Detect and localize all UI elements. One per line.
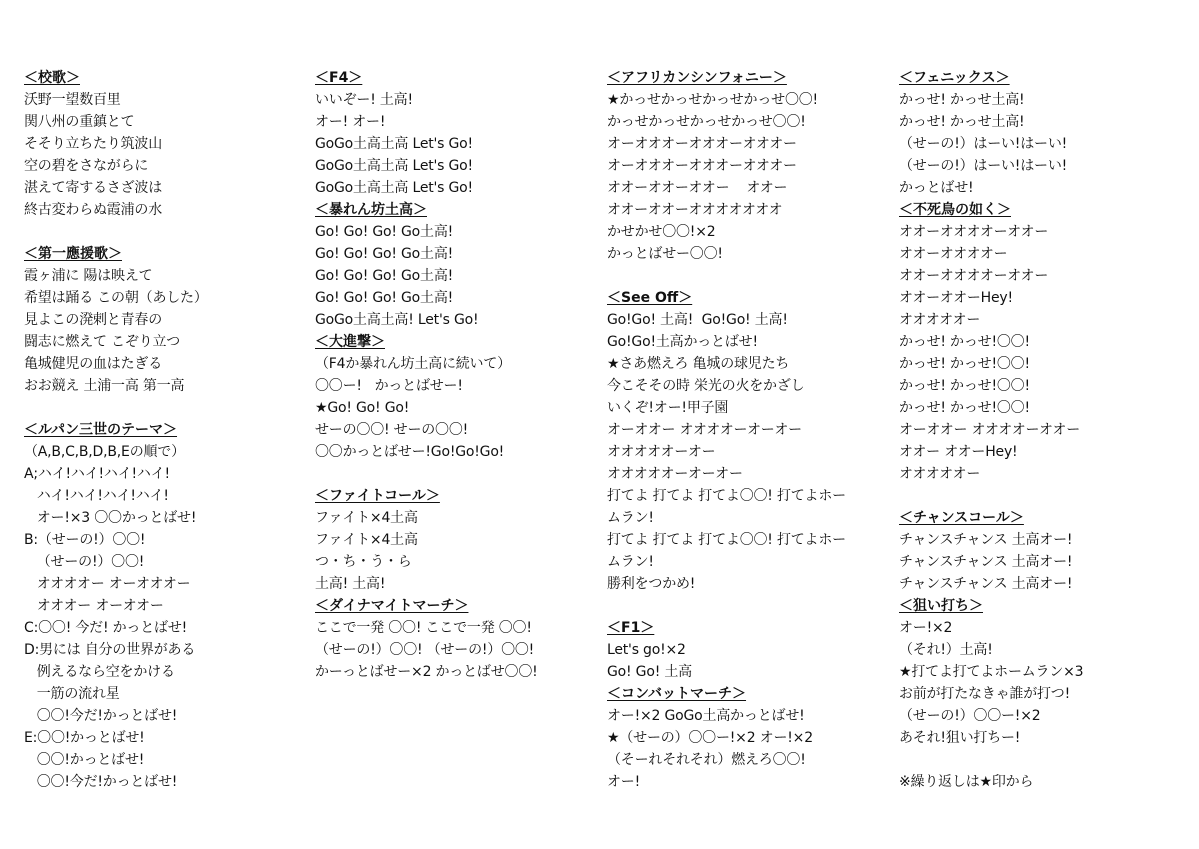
lyric-line: せーの〇〇! せーの〇〇!: [315, 422, 469, 438]
lyric-line: GoGo土高土高! Let's Go!: [315, 312, 479, 328]
lyric-line: 〇〇かっとばせー!Go!Go!Go!: [315, 444, 505, 460]
lyric-line: （せーの!）〇〇! （せーの!）〇〇!: [315, 642, 535, 658]
song-section: [315, 67, 600, 199]
lyric-line: いいぞー! 土高!: [315, 92, 413, 108]
lyrics-column-3: [607, 67, 892, 793]
lyric-line: ★打てよ打てよホームラン×3: [899, 664, 1084, 680]
lyric-line: Let's go!×2: [607, 642, 686, 658]
lyric-line: かっせ! かっせ!〇〇!: [899, 334, 1030, 350]
lyric-line: かっせ! かっせ土高!: [899, 114, 1025, 130]
lyric-line: 今こそその時 栄光の火をかざし: [607, 378, 805, 394]
lyric-line: 〇〇!今だ!かっとばせ!: [24, 708, 178, 724]
lyric-line: 空の碧をさながらに: [24, 158, 149, 174]
lyric-line: （せーの!）〇〇ー!×2: [899, 708, 1041, 724]
lyric-line: （F4か暴れん坊土高に続いて）: [315, 356, 511, 372]
lyric-line: いくぞ!オー!甲子園: [607, 400, 729, 416]
lyric-line: A;ハイ!ハイ!ハイ!ハイ!: [24, 466, 170, 482]
lyric-line: Go! Go! Go! Go土高!: [315, 290, 454, 306]
lyric-line: D:男には 自分の世界がある: [24, 642, 196, 658]
lyric-line: 沃野一望数百里: [24, 92, 121, 108]
lyric-line: 湛えて寄するさざ波は: [24, 180, 162, 196]
song-title: ＜ファイトコール＞: [315, 488, 440, 504]
lyric-line: おお競え 土浦一高 第一高: [24, 378, 185, 394]
lyric-line: ★Go! Go! Go!: [315, 400, 410, 416]
lyric-line: 〇〇!かっとばせ!: [24, 752, 145, 768]
lyric-line: 土高! 土高!: [315, 576, 386, 592]
lyric-line: 希望は踊る この朝（あした）: [24, 290, 208, 306]
song-section: [24, 243, 309, 419]
lyric-line: （A,B,C,B,D,B,Eの順で）: [24, 444, 185, 460]
lyric-line: 〇〇!今だ!かっとばせ!: [24, 774, 178, 790]
lyric-line: かっせかっせかっせかっせ〇〇!: [607, 114, 806, 130]
song-section: [899, 595, 1184, 793]
lyric-line: 一筋の流れ星: [24, 686, 120, 702]
lyric-line: ★さあ燃えろ 亀城の球児たち: [607, 356, 790, 372]
section-spacer: [607, 595, 892, 617]
song-title: ＜狙い打ち＞: [899, 598, 983, 614]
section-spacer: [899, 485, 1184, 507]
song-section: [899, 67, 1184, 199]
song-section: [24, 419, 309, 793]
lyric-line: GoGo土高土高 Let's Go!: [315, 180, 473, 196]
song-section: [607, 287, 892, 617]
lyric-line: （せーの!）はーい!はーい!: [899, 158, 1068, 174]
lyric-line: オオオオオー: [899, 312, 981, 328]
lyric-line: オオーオオーオオー オオー: [607, 180, 788, 196]
lyric-line: かっとばせー〇〇!: [607, 246, 723, 262]
lyric-line: B:（せーの!）〇〇!: [24, 532, 146, 548]
song-title: ＜大進撃＞: [315, 334, 385, 350]
lyric-line: オオオー オーオオー: [24, 598, 164, 614]
lyric-line: 打てよ 打てよ 打てよ〇〇! 打てよホー: [607, 488, 846, 504]
lyric-line: お前が打たなきゃ誰が打つ!: [899, 686, 1071, 702]
lyric-line: 終古変わらぬ霞浦の水: [24, 202, 162, 218]
lyric-line: オー!: [607, 774, 641, 790]
lyric-line: かせかせ〇〇!×2: [607, 224, 716, 240]
lyric-line: ファイト×4土高: [315, 510, 418, 526]
section-spacer: [607, 265, 892, 287]
lyric-line: オーオオオーオオオーオオオー: [607, 136, 797, 152]
lyric-line: Go! Go! Go! Go土高!: [315, 224, 454, 240]
lyric-line: オー!×2 GoGo土高かっとばせ!: [607, 708, 805, 724]
lyric-line: オオオオオー: [899, 466, 981, 482]
lyric-line: オオーオオオオーオオー: [899, 224, 1049, 240]
song-title: ＜不死鳥の如く＞: [899, 202, 1011, 218]
lyric-line: ムラン!: [607, 554, 654, 570]
lyric-line: オオオオオーオー: [607, 444, 716, 460]
lyric-line: チャンスチャンス 土高オー!: [899, 576, 1073, 592]
lyric-line: GoGo土高土高 Let's Go!: [315, 158, 473, 174]
lyric-line: かっとばせ!: [899, 180, 974, 196]
lyric-line: ハイ!ハイ!ハイ!ハイ!: [24, 488, 169, 504]
song-section: [24, 67, 309, 243]
lyric-line: 関八州の重鎮とて: [24, 114, 135, 130]
lyric-line: Go! Go! Go! Go土高!: [315, 268, 454, 284]
lyric-line: オーオオー オオオオーオーオー: [607, 422, 802, 438]
lyrics-column-4: [899, 67, 1184, 793]
lyric-line: オー! オー!: [315, 114, 386, 130]
section-spacer: [315, 463, 600, 485]
song-section: [899, 507, 1184, 595]
lyric-line: 闘志に燃えて こぞり立つ: [24, 334, 181, 350]
lyric-line: オー!×3 〇〇かっとばせ!: [24, 510, 197, 526]
lyric-line: ここで一発 〇〇! ここで一発 〇〇!: [315, 620, 532, 636]
section-spacer: [24, 397, 309, 419]
lyric-line: （せーの!）はーい!はーい!: [899, 136, 1068, 152]
lyric-line: かっせ! かっせ土高!: [899, 92, 1025, 108]
lyric-line: オオー オオーHey!: [899, 444, 1018, 460]
song-section: [315, 595, 600, 683]
lyric-line: （そーれそれそれ）燃えろ〇〇!: [607, 752, 806, 768]
lyric-line: かっせ! かっせ!〇〇!: [899, 356, 1030, 372]
lyric-line: オオーオオオオーオオー: [899, 268, 1049, 284]
lyric-line: ★（せーの）〇〇ー!×2 オー!×2: [607, 730, 813, 746]
lyrics-column-1: [24, 67, 309, 793]
lyric-line: ※繰り返しは★印から: [899, 774, 1034, 790]
song-section: [315, 485, 600, 595]
lyric-line: オオーオオーオオオオオオオ: [607, 202, 783, 218]
lyric-line: 亀城健児の血はたぎる: [24, 356, 162, 372]
lyric-line: 例えるなら空をかける: [24, 664, 175, 680]
lyric-line: かーっとばせー×2 かっとばせ〇〇!: [315, 664, 538, 680]
lyric-line: 霞ヶ浦に 陽は映えて: [24, 268, 153, 284]
song-section: [315, 331, 600, 485]
lyric-line: C:〇〇! 今だ! かっとばせ!: [24, 620, 188, 636]
lyric-line: オオーオオーHey!: [899, 290, 1013, 306]
lyric-line: ★かっせかっせかっせかっせ〇〇!: [607, 92, 818, 108]
song-section: [899, 199, 1184, 507]
lyric-line: チャンスチャンス 土高オー!: [899, 554, 1073, 570]
song-section: [607, 683, 892, 793]
song-title: ＜コンバットマーチ＞: [607, 686, 747, 702]
lyric-line: （それ!）土高!: [899, 642, 993, 658]
song-section: [607, 617, 892, 683]
lyric-line: E:〇〇!かっとばせ!: [24, 730, 145, 746]
song-title: ＜校歌＞: [24, 70, 80, 86]
song-title: ＜F1＞: [607, 620, 655, 636]
song-title: ＜フェニックス＞: [899, 70, 1010, 86]
lyric-line: オオーオオオオー: [899, 246, 1008, 262]
lyric-line: ムラン!: [607, 510, 654, 526]
lyric-line: 打てよ 打てよ 打てよ〇〇! 打てよホー: [607, 532, 846, 548]
lyric-line: オオオオー オーオオオー: [24, 576, 191, 592]
song-title: ＜ダイナマイトマーチ＞: [315, 598, 469, 614]
section-spacer: [24, 221, 309, 243]
lyric-line: 〇〇ー! かっとばせー!: [315, 378, 463, 394]
lyric-line: あそれ!狙い打ちー!: [899, 730, 1021, 746]
song-title: ＜チャンスコール＞: [899, 510, 1024, 526]
lyric-line: 勝利をつかめ!: [607, 576, 696, 592]
lyrics-column-2: [315, 67, 600, 683]
lyric-line: ファイト×4土高: [315, 532, 418, 548]
song-section: [315, 199, 600, 331]
lyric-line: Go! Go! 土高: [607, 664, 692, 680]
lyric-line: オーオオオーオオオーオオオー: [607, 158, 797, 174]
lyric-line: （せーの!）〇〇!: [24, 554, 145, 570]
lyric-line: Go!Go! 土高! Go!Go! 土高!: [607, 312, 788, 328]
lyric-line: Go! Go! Go! Go土高!: [315, 246, 454, 262]
song-title: ＜第一應援歌＞: [24, 246, 122, 262]
lyric-line: かっせ! かっせ!〇〇!: [899, 378, 1030, 394]
song-title: ＜ルパン三世のテーマ＞: [24, 422, 178, 438]
song-section: [607, 67, 892, 287]
lyric-line: チャンスチャンス 土高オー!: [899, 532, 1073, 548]
lyric-line: かっせ! かっせ!〇〇!: [899, 400, 1030, 416]
lyric-line: GoGo土高土高 Let's Go!: [315, 136, 473, 152]
lyric-line: Go!Go!土高かっとばせ!: [607, 334, 758, 350]
lyric-line: 見よこの溌剌と青春の: [24, 312, 162, 328]
lyric-line: オー!×2: [899, 620, 953, 636]
song-title: ＜See Off＞: [607, 290, 693, 306]
lyric-line: [899, 749, 1184, 771]
lyric-line: オオオオオーオーオー: [607, 466, 743, 482]
song-title: ＜F4＞: [315, 70, 363, 86]
song-title: ＜暴れん坊土高＞: [315, 202, 427, 218]
lyric-line: そそり立ちたり筑波山: [24, 136, 162, 152]
song-title: ＜アフリカンシンフォニー＞: [607, 70, 787, 86]
lyric-line: オーオオー オオオオーオオー: [899, 422, 1080, 438]
lyric-line: つ・ち・う・ら: [315, 554, 412, 570]
